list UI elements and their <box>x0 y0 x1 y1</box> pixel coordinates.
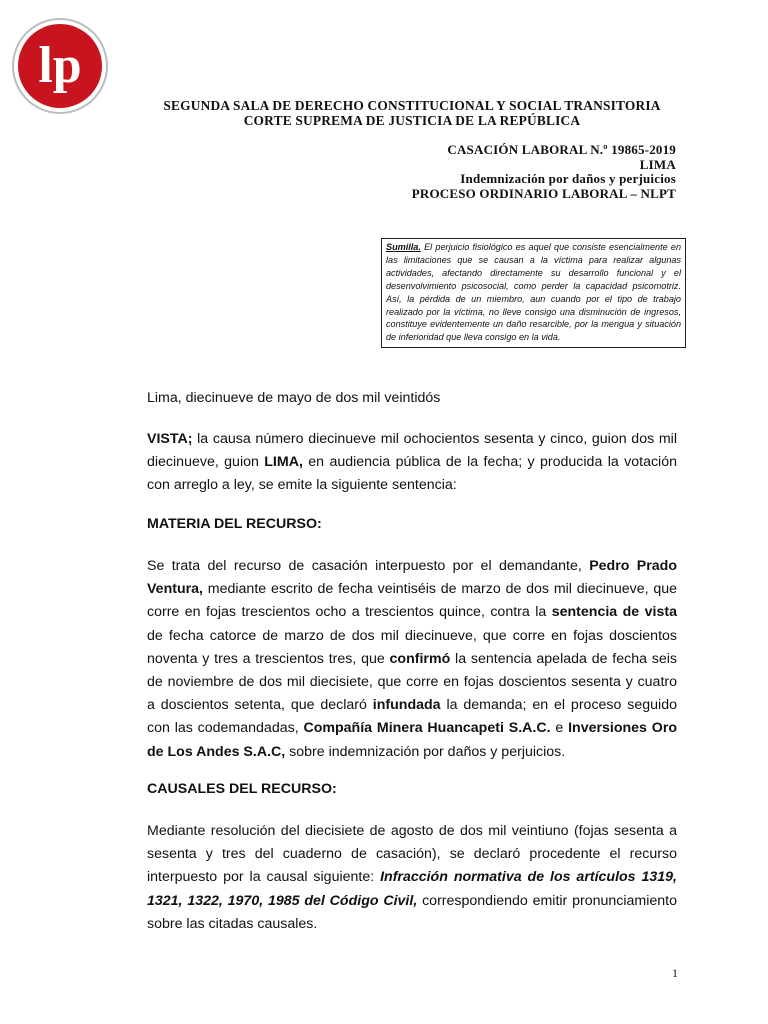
court-line-2: CORTE SUPREMA DE JUSTICIA DE LA REPÚBLICA <box>243 113 581 128</box>
materia-bold: sentencia de vista <box>551 604 677 621</box>
date-line: Lima, diecinueve de mayo de dos mil veintidós <box>147 390 441 406</box>
logo-text: lp <box>38 37 82 94</box>
materia-bold: Pedro Prado Ventura, <box>147 558 678 598</box>
case-subject: Indemnización por daños y perjuicios <box>460 171 676 187</box>
materia-text: Se trata del recurso de casación interpuesto por el demandante, <box>147 558 590 574</box>
materia-bold: Compañía Minera Huancapeti S.A.C. <box>303 720 551 737</box>
lp-logo <box>10 16 110 116</box>
materia-text: mediante escrito de fecha veintiséis de marzo de dos mil diecinueve, que corre en fojas trescientos ocho a trescientos quince, contra la <box>147 581 677 621</box>
sumilla-text: El perjuicio fisiológico es aquel que consiste esencialmente en las limitaciones que se causan a la víctima para realizar algunas actividades, afectando directamente su desarrollo funcional y el desenvolvimiento psicosocial, como perder la capacidad psicomotriz. Así, la pérdida de un miembro, aun cuando por el tipo de trabajo realizado por la víctima, no lleve consigo una disminución de ingresos, constituye evidentemente un daño resarcible, por la mengua y situación de inferioridad que lleva consigo en la vida. <box>386 242 681 343</box>
materia-text: de fecha catorce de marzo de dos mil diecinueve, que corre en fojas doscientos noventa y tres a trescientos tres, que <box>147 627 677 667</box>
causales-heading: CAUSALES DEL RECURSO: <box>147 781 337 797</box>
causales-text: Mediante resolución del diecisiete de agosto de dos mil veintiuno (fojas sesenta a sesenta y tres del cuaderno de casación), se declaró procedente el recurso interpuesto por la causal siguiente: <box>147 823 677 886</box>
materia-text: la demanda; en el proceso seguido con las codemandadas, <box>147 697 677 737</box>
causales-bold-italic: Infracción normativa de los artículos 1319, 1321, 1322, 1970, 1985 del Código Civil, <box>147 869 677 909</box>
court-header <box>150 98 674 128</box>
vista-text-2: en audiencia pública de la fecha; y producida la votación con arreglo a ley, se emite la siguiente sentencia: <box>147 454 677 494</box>
case-number: CASACIÓN LABORAL N.º 19865-2019 <box>447 142 676 157</box>
materia-bold: Inversiones Oro de Los Andes S.A.C, <box>147 720 678 760</box>
materia-bold: confirmó <box>389 650 451 667</box>
page-number: 1 <box>672 966 678 980</box>
case-process: PROCESO ORDINARIO LABORAL – NLPT <box>411 185 676 201</box>
court-line-1: SEGUNDA SALA DE DERECHO CONSTITUCIONAL Y SOCIAL TRANSITORIA <box>163 98 661 113</box>
causales-paragraph <box>147 820 677 936</box>
sumilla-label: Sumilla. <box>386 242 421 252</box>
vista-text-1: la causa número diecinueve mil ochocientos sesenta y cinco, guion dos mil diecinueve, guion <box>147 431 677 471</box>
materia-text: la sentencia apelada de fecha seis de noviembre de dos mil diecisiete, que corre en fojas doscientos sesenta y cuatro a doscientos setenta, que declaró <box>147 650 677 714</box>
case-city: LIMA <box>639 156 676 172</box>
materia-text: sobre indemnización por daños y perjuicios. <box>285 743 566 760</box>
causales-text: correspondiendo emitir pronunciamiento sobre las citadas causales. <box>147 892 677 932</box>
vista-paragraph <box>147 428 677 498</box>
materia-text: e <box>550 720 569 737</box>
case-info <box>256 143 676 201</box>
materia-bold: infundada <box>372 697 441 714</box>
materia-paragraph <box>147 555 677 764</box>
materia-heading: MATERIA DEL RECURSO: <box>147 516 322 532</box>
vista-label: VISTA; <box>147 431 193 447</box>
sumilla-box <box>381 238 686 348</box>
vista-lima: LIMA, <box>264 454 303 471</box>
